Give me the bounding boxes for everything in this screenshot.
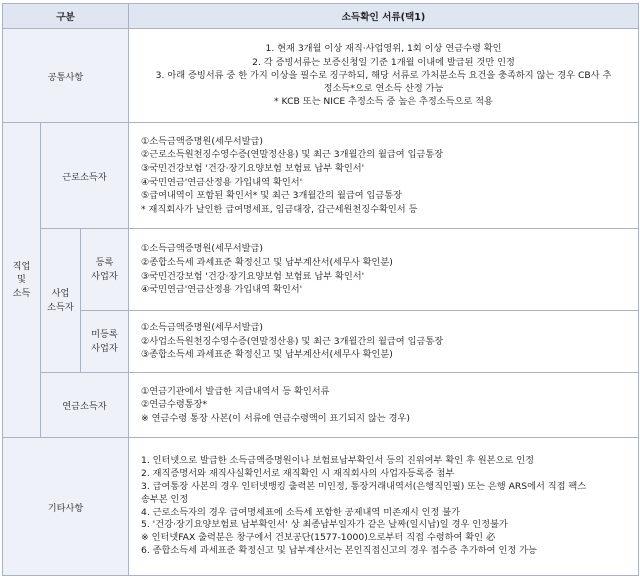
header-documents: 소득확인 서류(택1) [129, 4, 639, 29]
registered-business-line: ③국민건강보험 '건강·장기요양보험 보험료 납부 확인서' [141, 270, 365, 282]
header-category: 구분 [3, 4, 129, 29]
registered-business-line: ②종합소득세 과세표준 확정신고 및 납부계산서(세무사 확인분) [141, 256, 393, 268]
etc-row [3, 438, 639, 576]
job-income-label-line: 직업 [12, 260, 31, 272]
job-income-label-line: 및 [17, 274, 26, 286]
employment-line: ⑤급여내역이 포함된 확인서* 및 최근 3개월간의 월급여 입금통장 [141, 190, 402, 202]
common-line: 3. 아래 증빙서류 중 한 가지 이상을 필수로 징구하되, 해당 서류로 가처분소득 요건을 충족하지 않는 경우 CB사 추 [155, 69, 612, 81]
income-document-table-wrapper [2, 3, 638, 574]
job-income-label-line: 소득 [12, 287, 31, 299]
pension-content [129, 373, 639, 438]
pension-line: ②연금수령통장* [141, 399, 208, 411]
pension-label: 연금소득자 [41, 373, 129, 438]
header-row [3, 4, 639, 29]
common-line: 2. 각 증빙서류는 보증신청일 기준 1개월 이내에 발급된 것만 인정 [252, 56, 515, 68]
unregistered-business-label-line: 미등록 [91, 329, 118, 341]
pension-row [3, 373, 639, 438]
employment-line: ④국민연금'연금산정용 가입내역 확인서' [141, 176, 303, 188]
unregistered-business-label-line: 사업자 [91, 342, 118, 354]
etc-line: 5. '건강·장기요양보험료 납부확인서' 상 최종납부일자가 같은 날짜(일시납)일 경우 인정불가 [141, 519, 508, 531]
etc-line: 송부본 인정 [141, 493, 189, 505]
etc-line: 2. 재직증명서와 재직사실확인서로 재직확인 시 재직회사의 사업자등록증 첨부 [141, 468, 455, 480]
etc-label: 기타사항 [3, 438, 129, 576]
income-document-table [2, 3, 639, 576]
unregistered-business-content [129, 311, 639, 373]
unregistered-business-line: ①소득금액증명원(세무서발급) [141, 322, 263, 334]
business-income-label-line: 사업 [51, 288, 70, 300]
common-label: 공통사항 [3, 29, 129, 123]
employment-row [3, 123, 639, 229]
common-content [129, 29, 639, 123]
unregistered-business-label [81, 311, 129, 373]
etc-line: 3. 급여통장 사본의 경우 인터넷뱅킹 출력본 미인정, 통장거래내역서(은행직인필) 또는 은행 ARS에서 직접 팩스 [141, 480, 587, 492]
registered-business-content [129, 229, 639, 311]
employment-content [129, 123, 639, 229]
etc-line: 6. 종합소득세 과세표준 확정신고 및 납부계산서는 본인직접신고의 경우 접수증 추가하여 인정 가능 [141, 544, 537, 556]
job-income-label [3, 123, 41, 438]
unregistered-business-line: ②사업소득원천징수영수증(연말정산용) 및 최근 3개월간의 월급여 입금통장 [141, 335, 444, 347]
common-line: * KCB 또는 NICE 추정소득 중 높은 추정소득으로 적용 [274, 96, 493, 108]
registered-business-row [3, 229, 639, 311]
employment-line: ①소득금액증명원(세무서발급) [141, 135, 263, 147]
employment-line: * 재직회사가 날인한 급여명세표, 임금대장, 갑근세원천징수확인서 등 [141, 203, 418, 215]
common-row [3, 29, 639, 123]
registered-business-label-line: 등록 [95, 257, 114, 269]
registered-business-label-line: 사업자 [91, 270, 118, 282]
employment-line: ③국민건강보험 '건강·장기요양보험 보험료 납부 확인서' [141, 162, 365, 174]
business-income-label [41, 229, 81, 373]
unregistered-business-row [3, 311, 639, 373]
common-line: 정소득*으로 연소득 산정 가능 [323, 83, 444, 95]
registered-business-line: ①소득금액증명원(세무서발급) [141, 243, 263, 255]
etc-line: 4. 근로소득자의 경우 급여명세표에 소득세 포함한 공제내역 미존재시 인정 불가 [141, 506, 461, 518]
employment-label: 근로소득자 [41, 123, 129, 229]
unregistered-business-line: ③종합소득세 과세표준 확정신고 및 납부계산서(세무사 확인분) [141, 349, 393, 361]
registered-business-line: ④국민연금'연금산정용 가입내역 확인서' [141, 284, 303, 296]
etc-content [129, 438, 639, 576]
registered-business-label [81, 229, 129, 311]
etc-line: 1. 인터넷으로 발급한 소득금액증명원이나 보험료납부확인서 등의 진위여부 확인 후 원본으로 인정 [141, 455, 534, 467]
pension-line: ※ 연금수령 통장 사본(이 서류에 연금수령액이 표기되지 않는 경우) [141, 412, 410, 424]
common-line: 1. 현재 3개월 이상 재직·사업영위, 1회 이상 연금수령 확인 [265, 43, 502, 55]
business-income-label-line: 소득자 [47, 301, 74, 313]
etc-line: ※ 인터넷FAX 출력분은 창구에서 건보공단(1577-1000)으로부터 직접 수령하여 확인 必 [141, 532, 496, 544]
pension-line: ①연금기관에서 발급한 지급내역서 등 확인서류 [141, 385, 330, 397]
employment-line: ②근로소득원천징수영수증(연말정산용) 및 최근 3개월간의 월급여 입금통장 [141, 149, 444, 161]
